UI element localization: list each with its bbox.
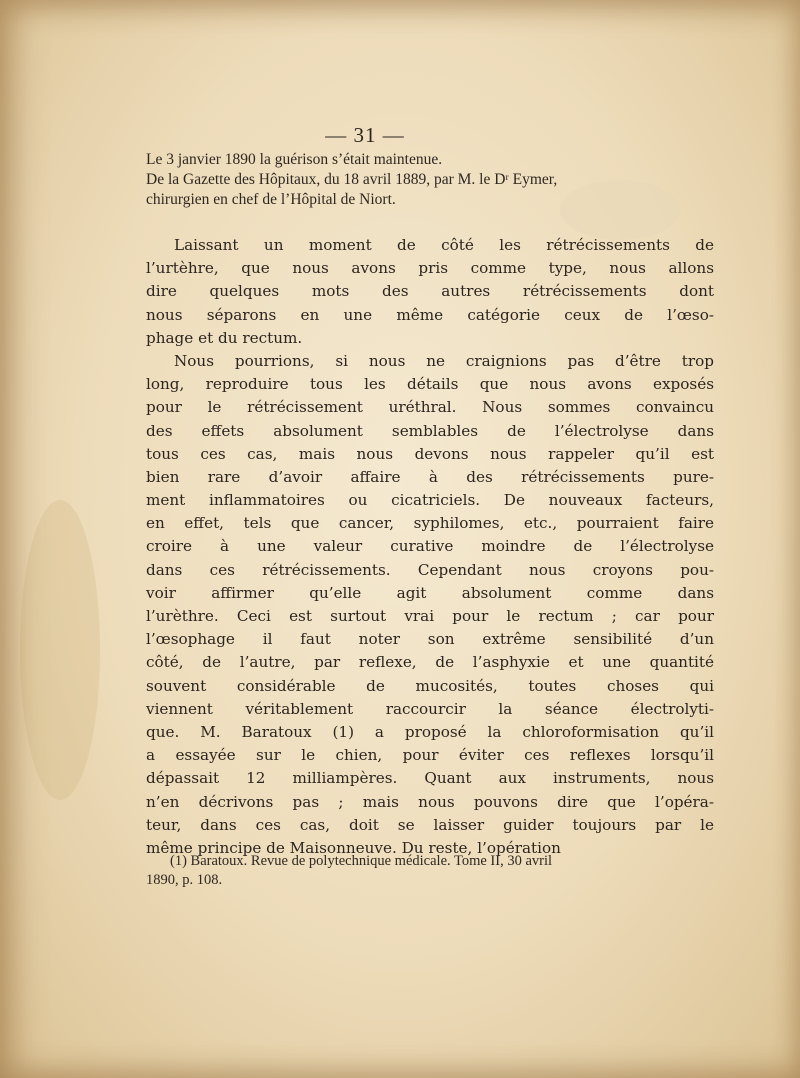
body-line: côté, de l’autre, par reflexe, de l’asphyxie et une quantité	[146, 653, 714, 672]
body-line: ment inflammatoires ou cicatriciels. De nouveaux facteurs,	[146, 491, 714, 510]
body-line: dans ces rétrécissements. Cependant nous croyons pou-	[146, 560, 714, 579]
header-note-line: Le 3 janvier 1890 la guérison s’était maintenue.	[146, 151, 443, 168]
body-line: tous ces cas, mais nous devons nous rappeler qu’il est	[146, 444, 714, 463]
body-line: viennent véritablement raccourcir la séance électrolyti-	[146, 699, 714, 718]
body-line: a essayée sur le chien, pour éviter ces reflexes lorsqu’il	[146, 746, 714, 765]
footnote-line: 1890, p. 108.	[146, 872, 223, 888]
body-line: en effet, tels que cancer, syphilomes, etc., pourraient faire	[146, 514, 714, 533]
body-line: Nous pourrions, si nous ne craignions pas d’être trop	[174, 351, 714, 370]
body-line: Laissant un moment de côté les rétrécissements de	[174, 236, 714, 254]
header-note-line: chirurgien en chef de l’Hôpital de Niort.	[146, 191, 396, 208]
body-line: n’en décrivons pas ; mais nous pouvons dire que l’opéra-	[146, 792, 714, 811]
paper-stain	[20, 500, 100, 800]
body-line: pour le rétrécissement uréthral. Nous sommes convaincu	[146, 398, 714, 417]
body-line: dire quelques mots des autres rétrécissements dont	[146, 282, 714, 301]
body-line: même principe de Maisonneuve. Du reste, l’opération	[146, 838, 561, 857]
body-line: croire à une valeur curative moindre de l’électrolyse	[146, 537, 714, 556]
body-line: des effets absolument semblables de l’électrolyse dans	[146, 421, 714, 440]
footnote	[146, 852, 714, 890]
body-line: voir affirmer qu’elle agit absolument comme dans	[146, 583, 714, 602]
body-line: bien rare d’avoir affaire à des rétrécissements pure-	[146, 467, 714, 486]
body-line: l’urèthre. Ceci est surtout vrai pour le rectum ; car pour	[146, 607, 714, 625]
body-line: dépassait 12 milliampères. Quant aux instruments, nous	[146, 769, 714, 788]
body-line: l’œsophage il faut noter son extrême sensibilité d’un	[146, 630, 714, 649]
body-line: l’urtèhre, que nous avons pris comme type, nous allons	[146, 259, 714, 278]
page-number: — 31 —	[325, 123, 405, 147]
body-line: long, reproduire tous les détails que nous avons exposés	[146, 375, 714, 394]
footnote-line: (1) Baratoux. Revue de polytechnique médicale. Tome II, 30 avril	[170, 853, 553, 869]
body-line: souvent considérable de mucosités, toutes choses qui	[146, 676, 714, 695]
body-line: nous séparons en une même catégorie ceux de l’œso-	[146, 305, 714, 324]
body-line: que. M. Baratoux (1) a proposé la chloroformisation qu’il	[146, 722, 714, 741]
header-note	[146, 150, 714, 210]
body-line: phage et du rectum.	[146, 328, 303, 347]
header-note-line: De la Gazette des Hôpitaux, du 18 avril 1889, par M. le Dʳ Eymer,	[146, 171, 558, 188]
body-line: teur, dans ces cas, doit se laisser guider toujours par le	[146, 815, 714, 834]
body-text	[146, 234, 714, 860]
